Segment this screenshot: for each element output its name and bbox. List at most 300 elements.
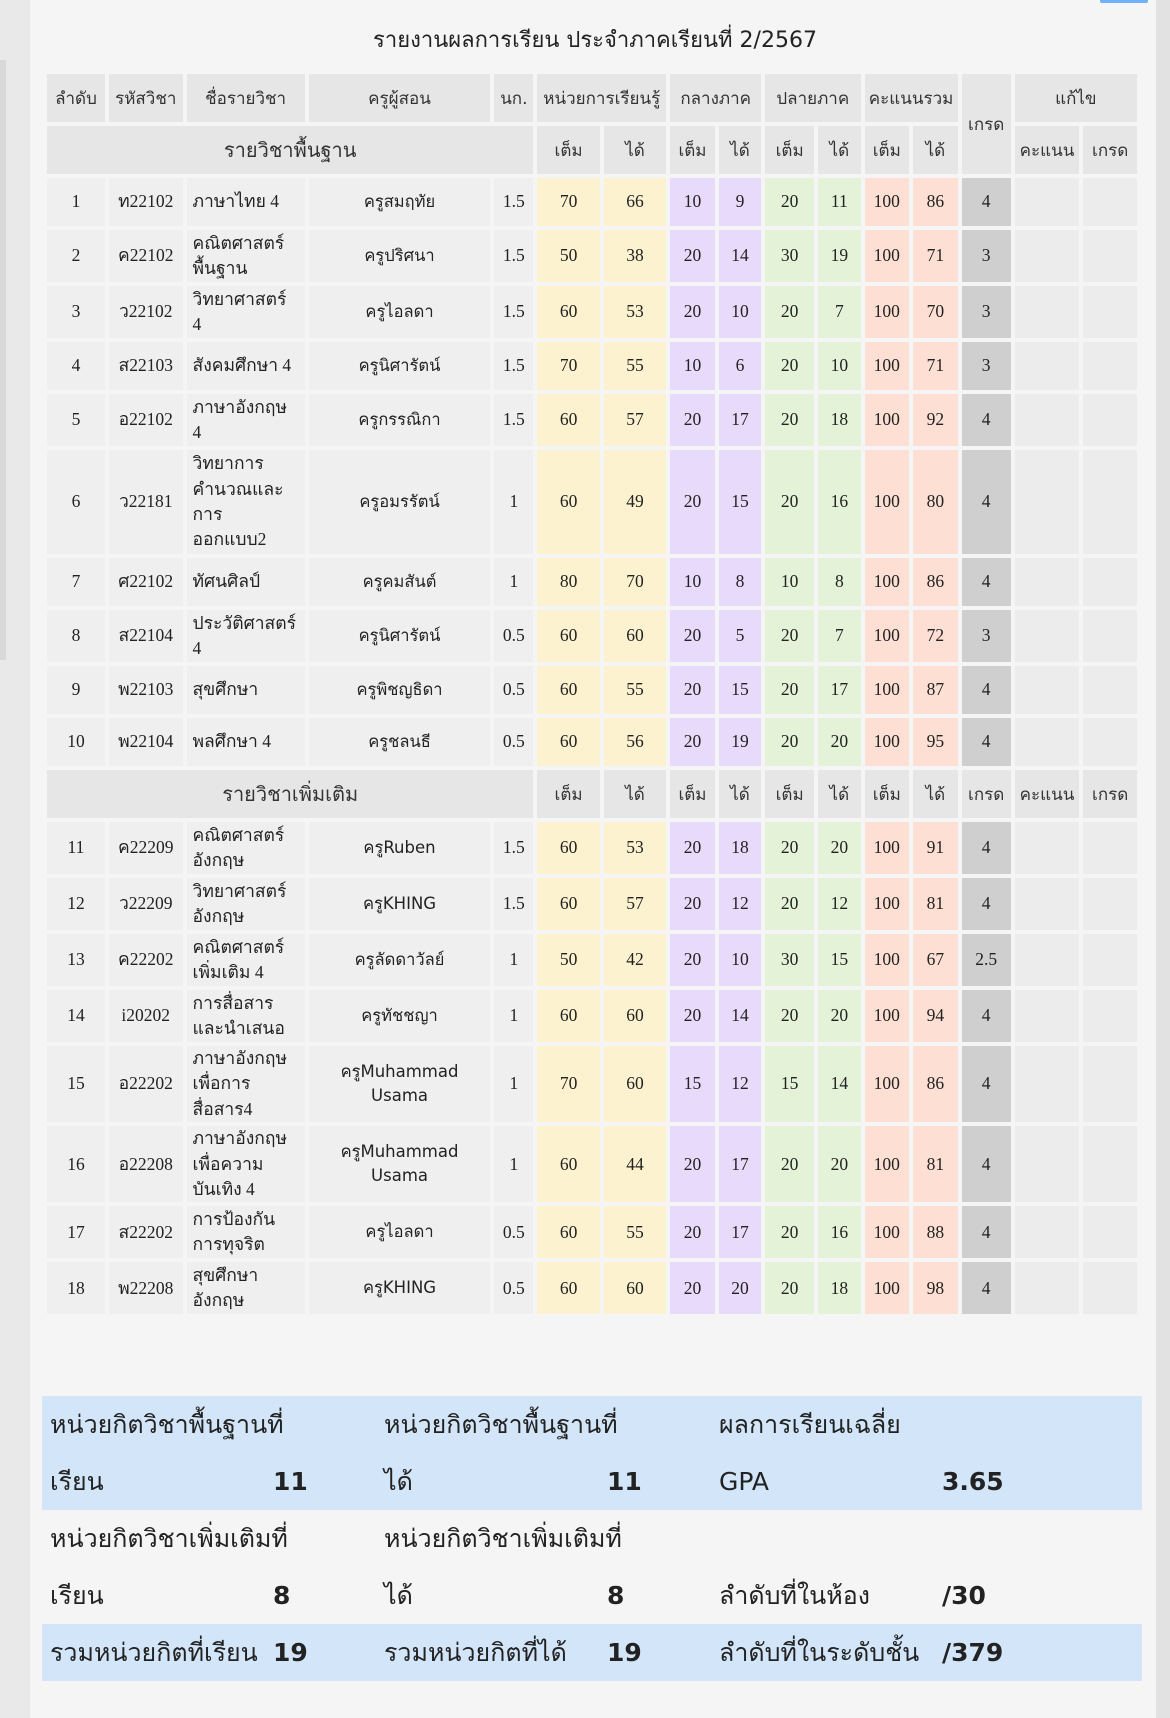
unit-full: 70 (537, 342, 599, 390)
grade: 4 (962, 990, 1011, 1042)
subject-code: ค22209 (109, 822, 183, 874)
subject-row (47, 558, 1137, 606)
unit-got: 70 (604, 558, 666, 606)
fix-grade[interactable] (1083, 558, 1137, 606)
extra-subjects (47, 822, 1137, 1314)
subject-code: พ22104 (109, 718, 183, 766)
midterm-got: 9 (719, 178, 761, 226)
midterm-full: 20 (670, 1262, 715, 1314)
basic-got-label-1: หน่วยกิตวิชาพื้นฐานที่ (384, 1410, 618, 1439)
final-full: 15 (765, 1046, 814, 1122)
total-got: 86 (913, 558, 958, 606)
subject-name-line: 4 (192, 422, 202, 442)
subject-name-line: ภาษาอังกฤษ (192, 1128, 288, 1149)
sub-fix-grade: เกรด (1083, 126, 1137, 174)
credit: 1 (494, 990, 533, 1042)
subject-code: ว22209 (109, 878, 183, 930)
row-number: 2 (47, 230, 105, 282)
subject-row (47, 718, 1137, 766)
subject-name-line: สื่อสาร4 (192, 1098, 253, 1119)
total-study-value: 19 (273, 1638, 308, 1667)
subject-name (187, 394, 305, 446)
credit: 0.5 (494, 1262, 533, 1314)
summary-row-basic (42, 1396, 1142, 1510)
subject-name (187, 934, 305, 986)
total-full: 100 (865, 990, 910, 1042)
sub-unit-full: เต็ม (537, 126, 599, 174)
total-got: 86 (913, 1046, 958, 1122)
teacher-name: ครูMuhammad Usama (309, 1046, 491, 1122)
midterm-full: 20 (670, 1126, 715, 1202)
extra-section-header (47, 770, 1137, 818)
sub2-grade: เกรด (962, 770, 1011, 818)
unit-full: 60 (537, 1206, 599, 1258)
subject-code: ส22103 (109, 342, 183, 390)
gpa-label-1: ผลการเรียนเฉลี่ย (719, 1410, 901, 1439)
basic-got-value: 11 (607, 1467, 642, 1496)
sub-mid-full: เต็ม (670, 126, 715, 174)
credit: 1.5 (494, 286, 533, 338)
total-got: 88 (913, 1206, 958, 1258)
midterm-got: 10 (719, 286, 761, 338)
teacher-name: ครูพิชญธิดา (309, 666, 491, 714)
fix-grade[interactable] (1083, 1046, 1137, 1122)
midterm-got: 15 (719, 450, 761, 554)
final-got: 11 (818, 178, 860, 226)
grades-table (43, 70, 1141, 1318)
fix-score[interactable] (1015, 1262, 1080, 1314)
row-number: 15 (47, 1046, 105, 1122)
final-full: 20 (765, 822, 814, 874)
subject-name-line: คำนวณและ (192, 478, 284, 499)
unit-got: 57 (604, 878, 666, 930)
total-full: 100 (865, 394, 910, 446)
unit-full: 80 (537, 558, 599, 606)
unit-got: 57 (604, 394, 666, 446)
subject-name-line: ประวัติศาสตร์ (192, 612, 296, 633)
total-got: 72 (913, 610, 958, 662)
total-full: 100 (865, 878, 910, 930)
teacher-name: ครูนิศารัตน์ (309, 610, 491, 662)
subject-code: ค22202 (109, 934, 183, 986)
grade: 4 (962, 718, 1011, 766)
subject-name-line: การ (192, 504, 223, 524)
header-teacher: ครูผู้สอน (309, 74, 491, 122)
subject-row (47, 394, 1137, 446)
total-got-label: รวมหน่วยกิตที่ได้ (384, 1638, 567, 1667)
sub2-total-full: เต็ม (865, 770, 910, 818)
row-number: 4 (47, 342, 105, 390)
final-full: 20 (765, 394, 814, 446)
teacher-name: ครูไอลดา (309, 286, 491, 338)
total-full: 100 (865, 342, 910, 390)
subject-name-line: 4 (192, 638, 202, 658)
fix-grade[interactable] (1083, 1126, 1137, 1202)
fix-grade[interactable] (1083, 394, 1137, 446)
level-rank-label: ลำดับที่ในระดับชั้น (719, 1638, 920, 1667)
extra-got-value: 8 (607, 1581, 625, 1610)
subject-name (187, 450, 305, 554)
midterm-full: 20 (670, 934, 715, 986)
row-number: 8 (47, 610, 105, 662)
final-got: 14 (818, 1046, 860, 1122)
fix-score[interactable] (1015, 394, 1080, 446)
unit-got: 66 (604, 178, 666, 226)
final-got: 19 (818, 230, 860, 282)
fix-score[interactable] (1015, 286, 1080, 338)
subject-name-line: สังคมศึกษา 4 (192, 355, 292, 376)
grade: 3 (962, 230, 1011, 282)
subject-name (187, 286, 305, 338)
gpa-value: 3.65 (942, 1467, 1004, 1496)
sub2-final-full: เต็ม (765, 770, 814, 818)
midterm-got: 15 (719, 666, 761, 714)
fix-grade[interactable] (1083, 1206, 1137, 1258)
basic-subjects (47, 178, 1137, 766)
sub-unit-got: ได้ (604, 126, 666, 174)
grade: 4 (962, 1262, 1011, 1314)
fix-score[interactable] (1015, 558, 1080, 606)
sub2-total-got: ได้ (913, 770, 958, 818)
final-got: 12 (818, 878, 860, 930)
subject-name-line: ทัศนศิลป์ (192, 571, 261, 592)
grade: 4 (962, 1126, 1011, 1202)
subject-code: ท22102 (109, 178, 183, 226)
midterm-got: 10 (719, 934, 761, 986)
teacher-name: ครูนิศารัตน์ (309, 342, 491, 390)
subject-code: ส22202 (109, 1206, 183, 1258)
row-number: 5 (47, 394, 105, 446)
total-got: 67 (913, 934, 958, 986)
teacher-name: ครูไอลดา (309, 1206, 491, 1258)
subject-name (187, 178, 305, 226)
subject-row (47, 178, 1137, 226)
fix-score[interactable] (1015, 878, 1080, 930)
subject-row (47, 822, 1137, 874)
basic-study-label-2: เรียน (50, 1467, 104, 1496)
total-study-label: รวมหน่วยกิตที่เรียน (50, 1638, 258, 1667)
teacher-name: ครูKHING (309, 878, 491, 930)
credit: 1.5 (494, 178, 533, 226)
unit-full: 50 (537, 934, 599, 986)
total-full: 100 (865, 822, 910, 874)
unit-full: 60 (537, 718, 599, 766)
subject-name (187, 718, 305, 766)
final-full: 20 (765, 666, 814, 714)
credit: 1.5 (494, 878, 533, 930)
final-got: 20 (818, 718, 860, 766)
unit-full: 50 (537, 230, 599, 282)
grade: 3 (962, 610, 1011, 662)
subject-name (187, 666, 305, 714)
subject-row (47, 1262, 1137, 1314)
total-got: 92 (913, 394, 958, 446)
midterm-got: 17 (719, 1126, 761, 1202)
header-total: คะแนนรวม (865, 74, 958, 122)
final-full: 20 (765, 878, 814, 930)
extra-study-label-1: หน่วยกิตวิชาเพิ่มเติมที่ (50, 1524, 288, 1553)
final-full: 20 (765, 990, 814, 1042)
teacher-name: ครูRuben (309, 822, 491, 874)
unit-got: 53 (604, 286, 666, 338)
subject-name-line: การป้องกัน (192, 1208, 276, 1229)
fix-score[interactable] (1015, 610, 1080, 662)
unit-full: 60 (537, 450, 599, 554)
subject-name (187, 878, 305, 930)
credit: 1.5 (494, 230, 533, 282)
fix-grade[interactable] (1083, 230, 1137, 282)
teacher-name: ครูสมฤทัย (309, 178, 491, 226)
row-number: 12 (47, 878, 105, 930)
summary-row-total (42, 1624, 1142, 1681)
midterm-got: 12 (719, 878, 761, 930)
row-number: 17 (47, 1206, 105, 1258)
final-full: 20 (765, 178, 814, 226)
subject-code: i20202 (109, 990, 183, 1042)
fix-grade[interactable] (1083, 990, 1137, 1042)
midterm-got: 5 (719, 610, 761, 662)
fix-grade[interactable] (1083, 342, 1137, 390)
total-full: 100 (865, 286, 910, 338)
row-number: 13 (47, 934, 105, 986)
row-number: 11 (47, 822, 105, 874)
midterm-full: 20 (670, 878, 715, 930)
final-got: 15 (818, 934, 860, 986)
fix-score[interactable] (1015, 230, 1080, 282)
header-grade: เกรด (962, 74, 1011, 174)
credit: 1 (494, 1046, 533, 1122)
sub2-mid-got: ได้ (719, 770, 761, 818)
grade: 4 (962, 822, 1011, 874)
final-got: 16 (818, 450, 860, 554)
row-number: 3 (47, 286, 105, 338)
subject-name-line: ออกแบบ2 (192, 529, 267, 550)
header-final: ปลายภาค (765, 74, 860, 122)
credit: 0.5 (494, 1206, 533, 1258)
subject-name (187, 558, 305, 606)
fix-score[interactable] (1015, 342, 1080, 390)
header-midterm: กลางภาค (670, 74, 761, 122)
extra-got-label-2: ได้ (384, 1581, 413, 1610)
basic-study-value: 11 (273, 1467, 308, 1496)
final-got: 10 (818, 342, 860, 390)
fix-score[interactable] (1015, 822, 1080, 874)
midterm-full: 20 (670, 1206, 715, 1258)
subject-code: ศ22102 (109, 558, 183, 606)
subject-name-line: และนำเสนอ (192, 1018, 285, 1038)
subject-row (47, 1046, 1137, 1122)
fix-grade[interactable] (1083, 934, 1137, 986)
subject-code: ว22102 (109, 286, 183, 338)
credit: 1 (494, 1126, 533, 1202)
row-number: 18 (47, 1262, 105, 1314)
subject-name-line: อังกฤษ (192, 906, 245, 926)
level-rank-value: /379 (942, 1638, 1004, 1667)
midterm-got: 6 (719, 342, 761, 390)
corner-accent (1100, 0, 1148, 3)
subject-name-line: ภาษาไทย 4 (192, 191, 279, 212)
fix-grade[interactable] (1083, 878, 1137, 930)
midterm-got: 19 (719, 718, 761, 766)
sub2-fix-score: คะแนน (1015, 770, 1080, 818)
subject-name-line: พื้นฐาน (192, 258, 248, 278)
row-number: 10 (47, 718, 105, 766)
unit-got: 60 (604, 610, 666, 662)
subject-name-line: สุขศึกษา (192, 679, 259, 700)
fix-grade[interactable] (1083, 286, 1137, 338)
subject-code: อ22102 (109, 394, 183, 446)
subject-row (47, 230, 1137, 282)
grade: 3 (962, 342, 1011, 390)
subject-row (47, 286, 1137, 338)
subject-name-line: พลศึกษา 4 (192, 731, 271, 752)
sub2-mid-full: เต็ม (670, 770, 715, 818)
sub2-fix-grade: เกรด (1083, 770, 1137, 818)
right-edge (1156, 0, 1170, 1718)
fix-score[interactable] (1015, 1046, 1080, 1122)
fix-score[interactable] (1015, 666, 1080, 714)
summary-row-extra (42, 1510, 1142, 1624)
total-got: 81 (913, 878, 958, 930)
fix-grade[interactable] (1083, 610, 1137, 662)
fix-grade[interactable] (1083, 666, 1137, 714)
final-full: 20 (765, 1126, 814, 1202)
fix-score[interactable] (1015, 934, 1080, 986)
subject-name-line: การทุจริต (192, 1234, 265, 1255)
subject-code: ส22104 (109, 610, 183, 662)
header-credit: นก. (494, 74, 533, 122)
header-unit: หน่วยการเรียนรู้ (537, 74, 666, 122)
midterm-full: 15 (670, 1046, 715, 1122)
subject-name (187, 342, 305, 390)
midterm-full: 20 (670, 286, 715, 338)
final-got: 20 (818, 822, 860, 874)
fix-grade[interactable] (1083, 718, 1137, 766)
midterm-full: 10 (670, 178, 715, 226)
subject-name-line: เพื่อการ (192, 1073, 251, 1094)
unit-got: 55 (604, 666, 666, 714)
row-number: 14 (47, 990, 105, 1042)
subject-name (187, 230, 305, 282)
extra-study-value: 8 (273, 1581, 291, 1610)
credit: 1 (494, 558, 533, 606)
unit-got: 60 (604, 1262, 666, 1314)
subject-row (47, 934, 1137, 986)
section-extra: รายวิชาเพิ่มเติม (47, 770, 533, 818)
grade: 4 (962, 394, 1011, 446)
grade: 4 (962, 178, 1011, 226)
midterm-got: 17 (719, 394, 761, 446)
subject-name (187, 1262, 305, 1314)
subject-name-line: 4 (192, 314, 202, 334)
final-got: 18 (818, 1262, 860, 1314)
fix-score[interactable] (1015, 450, 1080, 554)
subject-code: ว22181 (109, 450, 183, 554)
total-got: 86 (913, 178, 958, 226)
sub-final-full: เต็ม (765, 126, 814, 174)
sub2-unit-got: ได้ (604, 770, 666, 818)
midterm-got: 12 (719, 1046, 761, 1122)
unit-full: 60 (537, 990, 599, 1042)
grade: 4 (962, 558, 1011, 606)
total-got: 71 (913, 342, 958, 390)
fix-grade[interactable] (1083, 178, 1137, 226)
fix-score[interactable] (1015, 718, 1080, 766)
subject-code: พ22103 (109, 666, 183, 714)
midterm-full: 20 (670, 718, 715, 766)
fix-score[interactable] (1015, 1126, 1080, 1202)
total-got: 81 (913, 1126, 958, 1202)
fix-score[interactable] (1015, 990, 1080, 1042)
unit-full: 60 (537, 1262, 599, 1314)
subject-name-line: เพื่อความ (192, 1153, 264, 1174)
unit-got: 55 (604, 342, 666, 390)
fix-score[interactable] (1015, 1206, 1080, 1258)
final-full: 20 (765, 450, 814, 554)
subject-name-line: คณิตศาสตร์ (192, 824, 285, 845)
subject-row (47, 1126, 1137, 1202)
fix-score[interactable] (1015, 178, 1080, 226)
basic-got-label-2: ได้ (384, 1467, 413, 1496)
total-full: 100 (865, 1206, 910, 1258)
unit-got: 38 (604, 230, 666, 282)
total-got: 80 (913, 450, 958, 554)
subject-row (47, 450, 1137, 554)
subject-code: พ22208 (109, 1262, 183, 1314)
midterm-got: 14 (719, 990, 761, 1042)
final-full: 30 (765, 230, 814, 282)
final-full: 10 (765, 558, 814, 606)
credit: 1.5 (494, 394, 533, 446)
total-got: 71 (913, 230, 958, 282)
sub-fix-score: คะแนน (1015, 126, 1080, 174)
final-full: 30 (765, 934, 814, 986)
credit: 1.5 (494, 342, 533, 390)
sub2-unit-full: เต็ม (537, 770, 599, 818)
final-got: 7 (818, 610, 860, 662)
final-got: 18 (818, 394, 860, 446)
subject-row (47, 878, 1137, 930)
midterm-got: 14 (719, 230, 761, 282)
subject-row (47, 342, 1137, 390)
total-got: 95 (913, 718, 958, 766)
room-rank-label: ลำดับที่ในห้อง (719, 1581, 870, 1610)
grade: 4 (962, 1046, 1011, 1122)
final-full: 20 (765, 718, 814, 766)
fix-grade[interactable] (1083, 1262, 1137, 1314)
unit-full: 60 (537, 878, 599, 930)
grade: 4 (962, 666, 1011, 714)
midterm-full: 20 (670, 230, 715, 282)
subject-row (47, 1206, 1137, 1258)
midterm-full: 20 (670, 610, 715, 662)
subject-name-line: ภาษาอังกฤษ (192, 1048, 288, 1068)
fix-grade[interactable] (1083, 450, 1137, 554)
unit-got: 60 (604, 1046, 666, 1122)
teacher-name: ครูทัชชญา (309, 990, 491, 1042)
fix-grade[interactable] (1083, 822, 1137, 874)
subject-name-line: ภาษาอังกฤษ (192, 396, 288, 417)
subject-name (187, 1126, 305, 1202)
credit: 1 (494, 450, 533, 554)
total-got: 94 (913, 990, 958, 1042)
total-full: 100 (865, 558, 910, 606)
subject-code: อ22202 (109, 1046, 183, 1122)
total-got-value: 19 (607, 1638, 642, 1667)
sub2-final-got: ได้ (818, 770, 860, 818)
header-code: รหัสวิชา (109, 74, 183, 122)
row-number: 6 (47, 450, 105, 554)
